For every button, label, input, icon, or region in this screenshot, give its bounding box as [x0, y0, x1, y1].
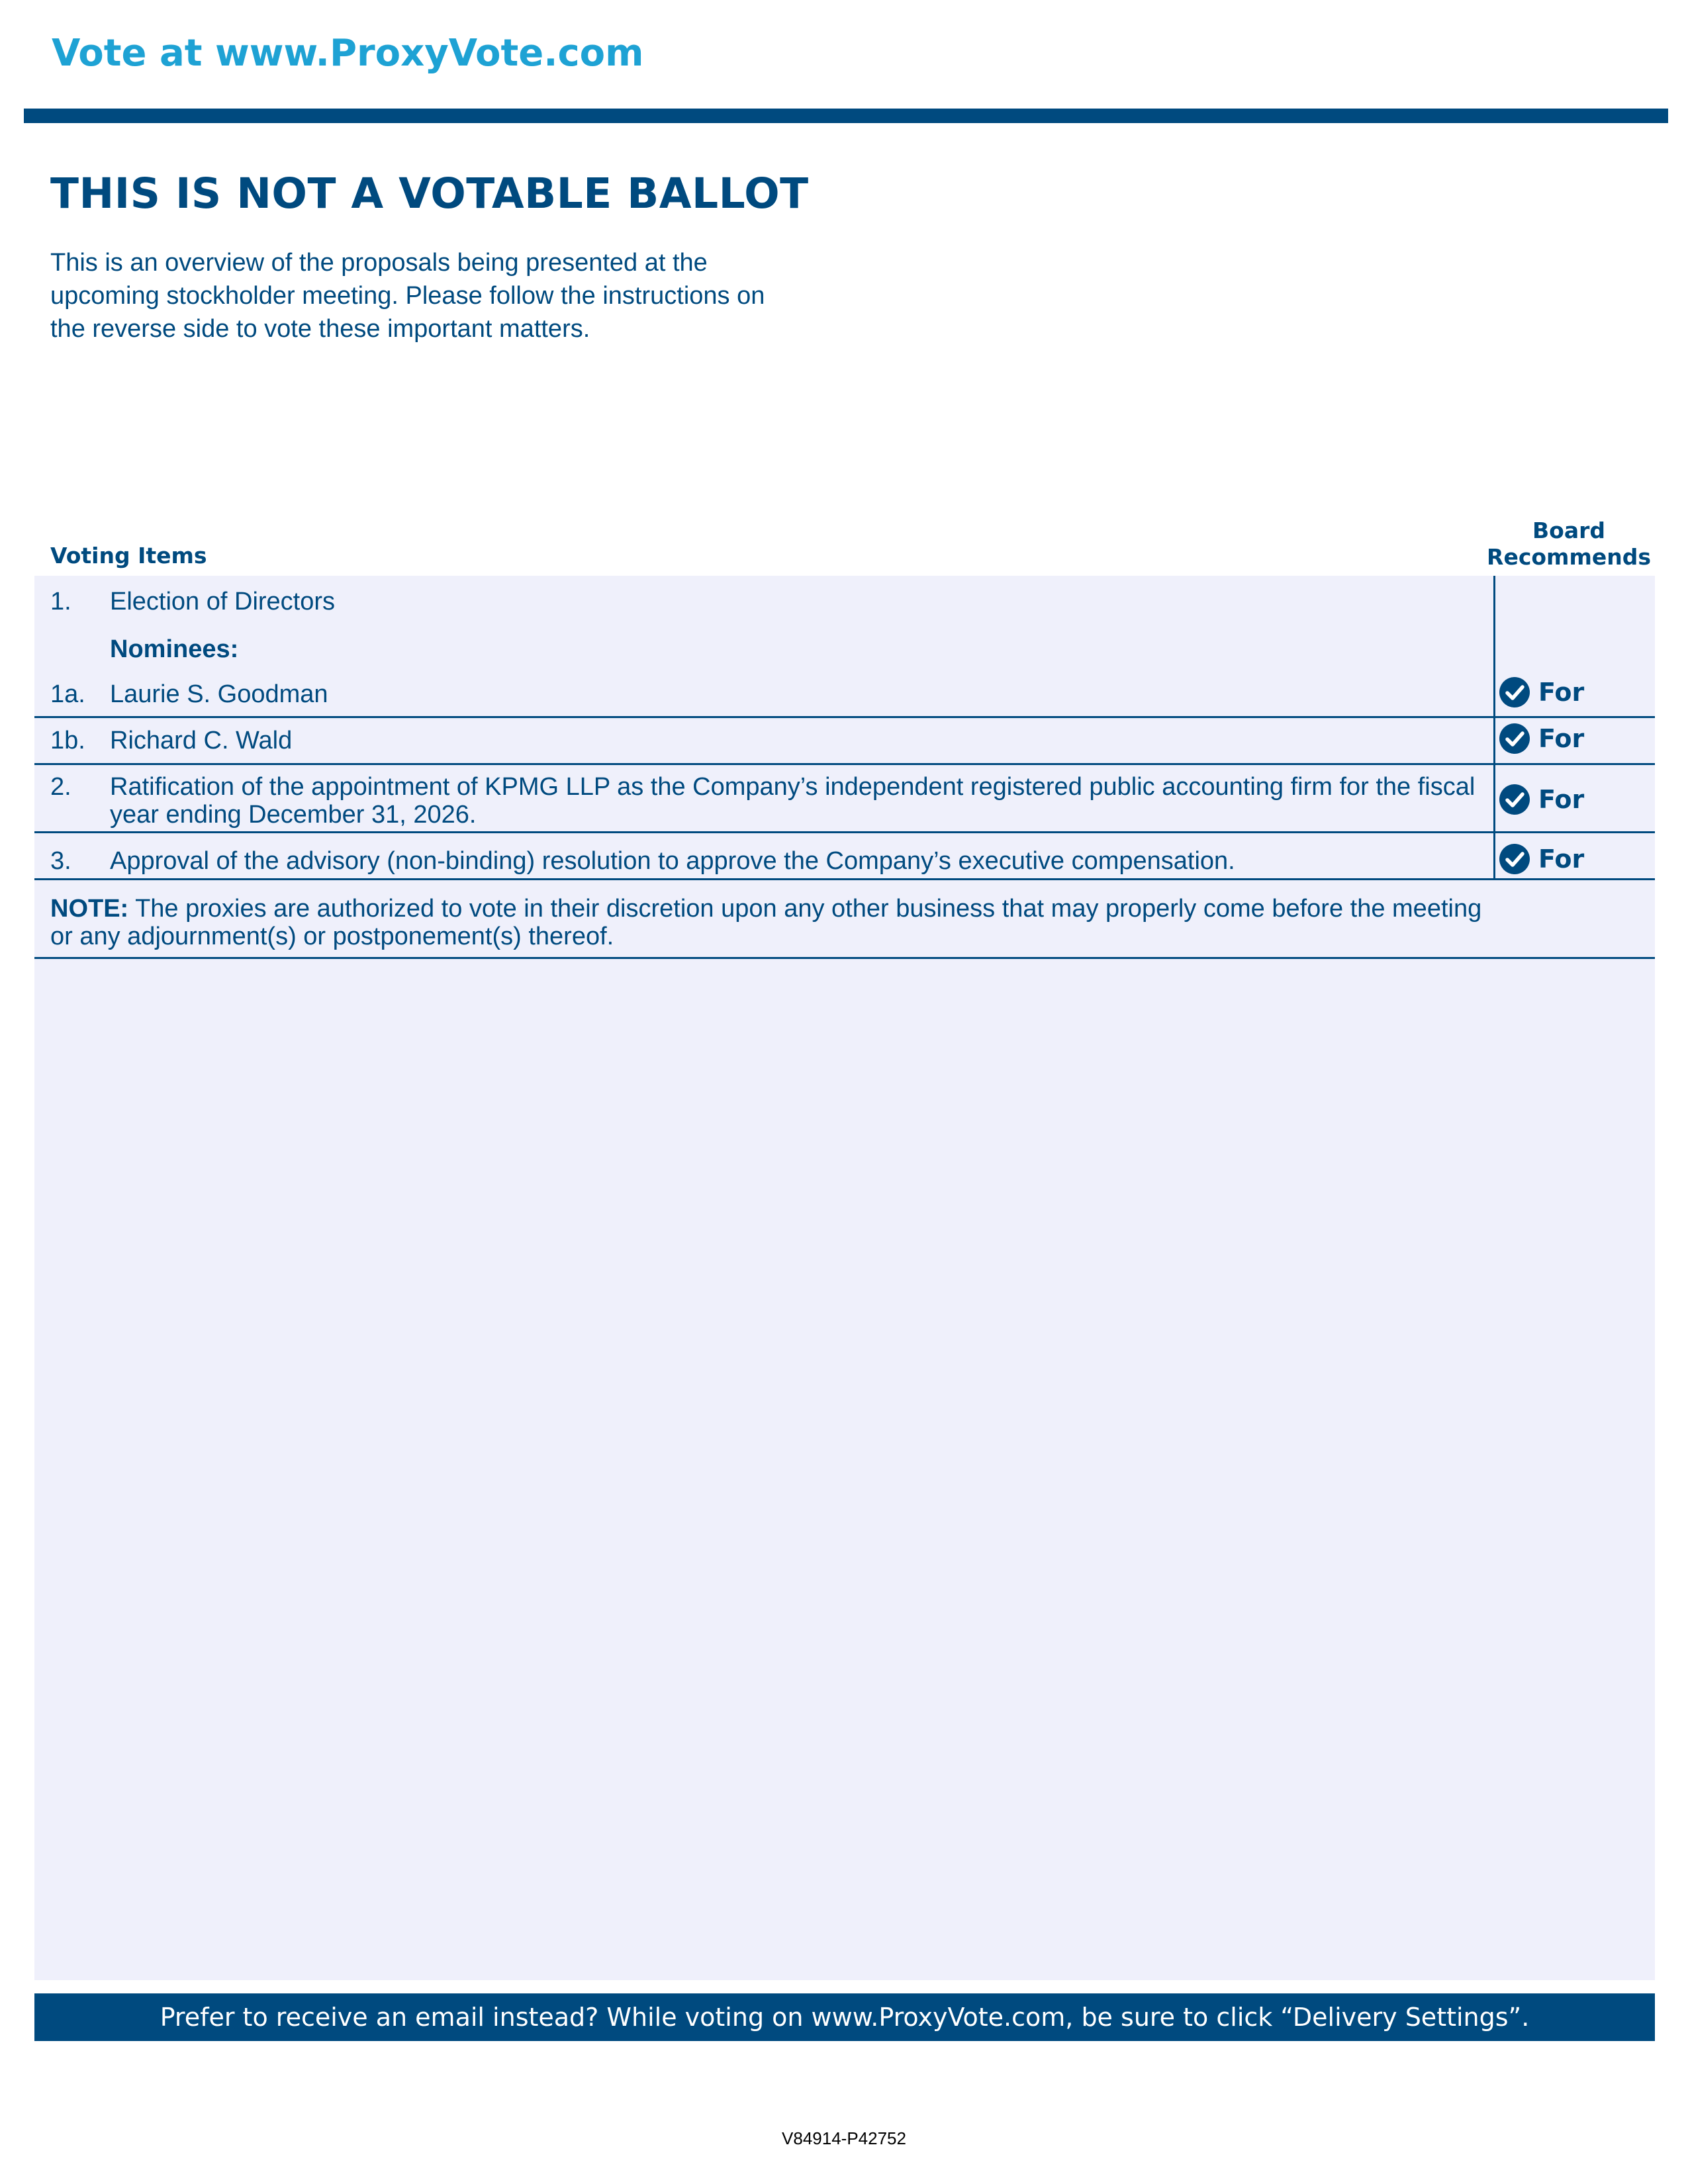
recommendation	[1499, 784, 1584, 815]
item-number: 2.	[50, 773, 71, 801]
column-divider	[1493, 718, 1495, 763]
board-recommends-line: Board	[1532, 518, 1605, 543]
item-text: Election of Directors	[110, 588, 336, 615]
job-code: V84914-P42752	[782, 2128, 906, 2148]
check-circle-icon	[1499, 676, 1530, 708]
row-divider	[34, 831, 1655, 833]
note-label: NOTE:	[50, 895, 129, 923]
page-title: THIS IS NOT A VOTABLE BALLOT	[50, 169, 809, 218]
intro-line: upcoming stockholder meeting. Please follow the instructions on	[50, 282, 765, 310]
item-number: 1a.	[50, 680, 85, 708]
intro-paragraph	[50, 246, 845, 345]
board-recommends-header	[1476, 518, 1662, 570]
vote-link[interactable]: Vote at www.ProxyVote.com	[52, 32, 644, 75]
recommendation	[1499, 676, 1584, 708]
intro-line: the reverse side to vote these important matters.	[50, 315, 590, 343]
recommendation	[1499, 723, 1584, 754]
recommendation-label: For	[1538, 678, 1585, 707]
recommendation-label: For	[1538, 724, 1585, 753]
item-number: 1.	[50, 588, 71, 615]
item-text: Laurie S. Goodman	[110, 680, 328, 708]
row-divider	[34, 957, 1655, 959]
check-circle-icon	[1499, 784, 1530, 815]
footer-text: Prefer to receive an email instead? While voting on www.ProxyVote.com, be sure to click “Delivery Settings”.	[160, 2003, 1530, 2032]
voting-items-header: Voting Items	[50, 543, 207, 569]
item-text: Approval of the advisory (non-binding) resolution to approve the Company’s executive compensation.	[110, 847, 1235, 875]
note-paragraph	[50, 895, 1493, 950]
board-recommends-line: Recommends	[1487, 544, 1651, 570]
item-text: Ratification of the appointment of KPMG LLP as the Company’s independent registered public accounting firm for the fiscal year ending December 31, 2026.	[110, 773, 1476, 829]
item-number: 1b.	[50, 727, 85, 754]
column-divider	[1493, 576, 1495, 716]
item-number: 3.	[50, 847, 71, 875]
recommendation-label: For	[1538, 785, 1585, 814]
check-circle-icon	[1499, 723, 1530, 754]
recommendation	[1499, 843, 1584, 875]
item-text: Richard C. Wald	[110, 727, 293, 754]
row-divider	[34, 763, 1655, 765]
row-divider	[34, 878, 1655, 880]
recommendation-label: For	[1538, 844, 1585, 874]
note-text: The proxies are authorized to vote in their discretion upon any other business that may properly come before the meeting or any adjournment(s) or postponement(s) thereof.	[50, 895, 1482, 950]
row-divider	[34, 716, 1655, 718]
column-divider	[1493, 833, 1495, 878]
check-circle-icon	[1499, 843, 1530, 875]
footer-banner	[34, 1993, 1655, 2041]
header-rule	[24, 109, 1668, 123]
column-divider	[1493, 765, 1495, 831]
intro-line: This is an overview of the proposals being presented at the	[50, 249, 708, 277]
nominees-heading: Nominees:	[110, 635, 239, 663]
